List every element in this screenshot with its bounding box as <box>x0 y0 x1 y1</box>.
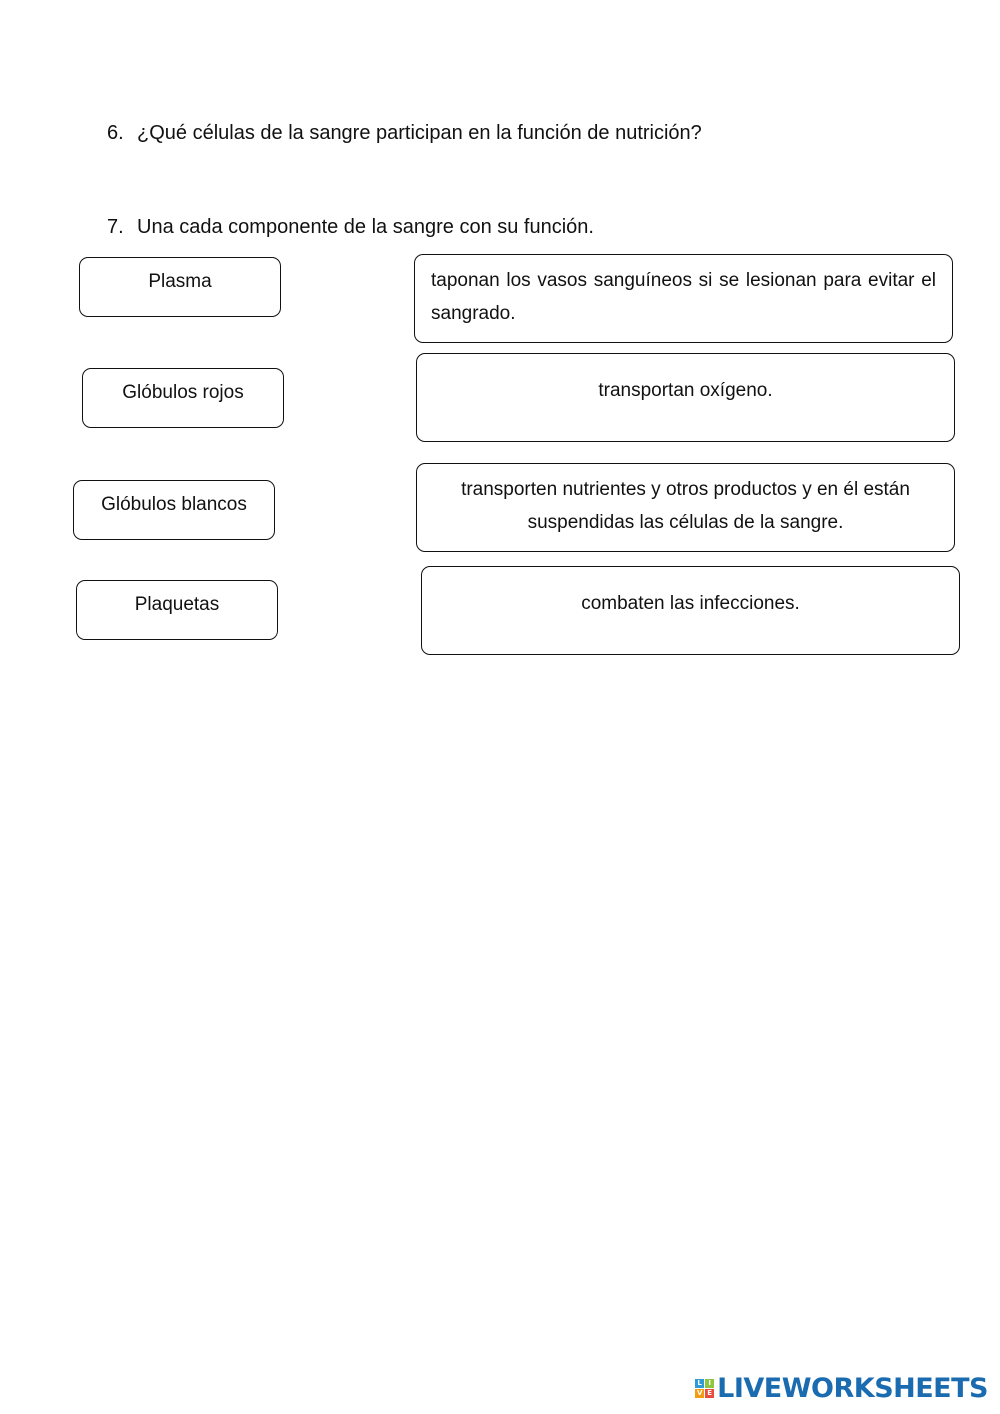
logo-text: LIVEWORKSHEETS <box>717 1373 988 1404</box>
function-transportan-oxigeno[interactable]: transportan oxígeno. <box>416 353 955 442</box>
question-6-text: ¿Qué células de la sangre participan en la función de nutrición? <box>137 122 702 144</box>
question-7-number: 7. <box>107 216 124 238</box>
question-7 <box>107 215 594 239</box>
logo-mark-letter: E <box>705 1389 714 1398</box>
liveworksheets-logo <box>695 1373 988 1404</box>
function-combaten-infecciones[interactable]: combaten las infecciones. <box>421 566 960 655</box>
logo-mark-letter: V <box>696 1389 703 1397</box>
component-plasma[interactable]: Plasma <box>79 257 281 317</box>
component-plaquetas[interactable]: Plaquetas <box>76 580 278 640</box>
question-6-number: 6. <box>107 122 124 144</box>
function-taponan[interactable]: taponan los vasos sanguíneos si se lesionan para evitar el sangrado. <box>414 254 953 343</box>
question-6 <box>107 121 702 145</box>
question-7-text: Una cada componente de la sangre con su función. <box>137 216 594 238</box>
logo-mark-letter: I <box>705 1379 714 1388</box>
component-globulos-blancos[interactable]: Glóbulos blancos <box>73 480 275 540</box>
logo-mark-letter: L <box>695 1379 704 1388</box>
logo-mark-icon <box>695 1379 714 1398</box>
function-transporten-nutrientes[interactable]: transporten nutrientes y otros productos y en él están suspendidas las células de la sangre. <box>416 463 955 552</box>
component-globulos-rojos[interactable]: Glóbulos rojos <box>82 368 284 428</box>
